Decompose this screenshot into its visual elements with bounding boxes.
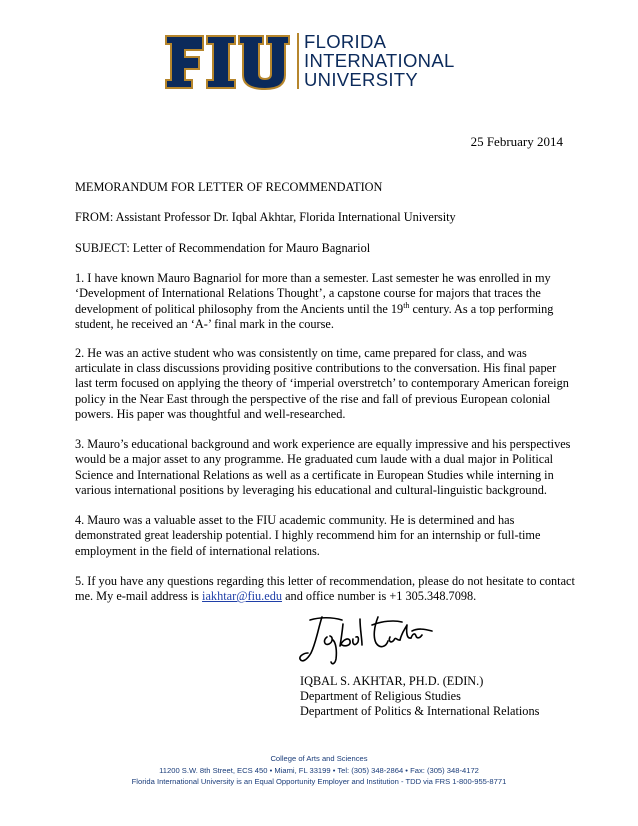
memo-from: FROM: Assistant Professor Dr. Iqbal Akhtar, Florida International University bbox=[75, 210, 456, 225]
email-link[interactable]: iakhtar@fiu.edu bbox=[202, 589, 283, 604]
paragraph-5-end: and office number is +1 305.348.7098. bbox=[282, 589, 477, 604]
paragraph-3: 3. Mauro’s educational background and work experience are equally impressive and his perspectives would be a major asset to any programme. He graduated cum laude with a dual major in Political Science and International Relations as well as a certificate in European Studies while interning in various international positions by leveraging his educational and cultural-linguistic background. bbox=[75, 437, 571, 497]
fiu-logo-mark bbox=[163, 30, 291, 92]
logo-divider bbox=[297, 33, 299, 89]
signature-block bbox=[300, 674, 539, 720]
memo-subject: SUBJECT: Letter of Recommendation for Mauro Bagnariol bbox=[75, 240, 371, 255]
signer-department-1: Department of Religious Studies bbox=[300, 689, 461, 704]
paragraph-5 bbox=[75, 574, 575, 604]
university-name-line1: FLORIDA bbox=[304, 31, 387, 52]
letterhead-footer bbox=[0, 753, 638, 788]
paragraph-1 bbox=[75, 271, 575, 332]
ordinal-suffix: th bbox=[403, 300, 410, 310]
fiu-logo bbox=[163, 30, 483, 92]
memo-title: MEMORANDUM FOR LETTER OF RECOMMENDATION bbox=[75, 180, 383, 194]
paragraph-4: 4. Mauro was a valuable asset to the FIU academic community. He is determined and has demonstrated great leadership potential. I highly recommend him for an internship or full-time employment in the field of international relations. bbox=[75, 513, 541, 558]
footer-equal-opportunity: Florida International University is an Equal Opportunity Employer and Institution - TDD via FRS 1-800-955-8771 bbox=[131, 777, 507, 786]
letter-date: 25 February 2014 bbox=[470, 134, 563, 149]
university-name bbox=[304, 32, 455, 89]
university-name-line2: INTERNATIONAL bbox=[304, 50, 455, 71]
university-name-line3: UNIVERSITY bbox=[304, 69, 419, 90]
handwritten-signature bbox=[296, 607, 438, 667]
paragraph-1-end: century. As a top performing student, he received an ‘A-’ final mark in the course. bbox=[75, 301, 554, 331]
footer-address: 11200 S.W. 8th Street, ECS 450 • Miami, FL 33199 • Tel: (305) 348-2864 • Fax: (305) 348-4172 bbox=[159, 765, 479, 775]
signer-department-2: Department of Politics & International Relations bbox=[300, 704, 540, 719]
footer-college: College of Arts and Sciences bbox=[270, 754, 368, 763]
paragraph-1-text: 1. I have known Mauro Bagnariol for more than a semester. Last semester he was enrolled in my ‘Development of International Relations Thought’, a capstone course for majors that traces the development of political philosophy from the Ancients until the 19 bbox=[75, 271, 551, 316]
paragraph-2: 2. He was an active student who was consistently on time, came prepared for class, and was articulate in class discussions providing positive contributions to the conversation. His final paper last term focused on applying the theory of ‘imperial overstretch’ to contemporary American foreign policy in the Near East through the perspective of the rise and fall of previous European colonial powers. His paper was thoughtful and well-researched. bbox=[75, 345, 569, 421]
paragraph-5-text: 5. If you have any questions regarding this letter of recommendation, please do not hesitate to contact me. My e-mail address is bbox=[75, 573, 575, 604]
fiu-letters bbox=[166, 36, 289, 89]
letter-body bbox=[75, 180, 575, 620]
signer-name: IQBAL S. AKHTAR, PH.D. (EDIN.) bbox=[300, 674, 484, 688]
